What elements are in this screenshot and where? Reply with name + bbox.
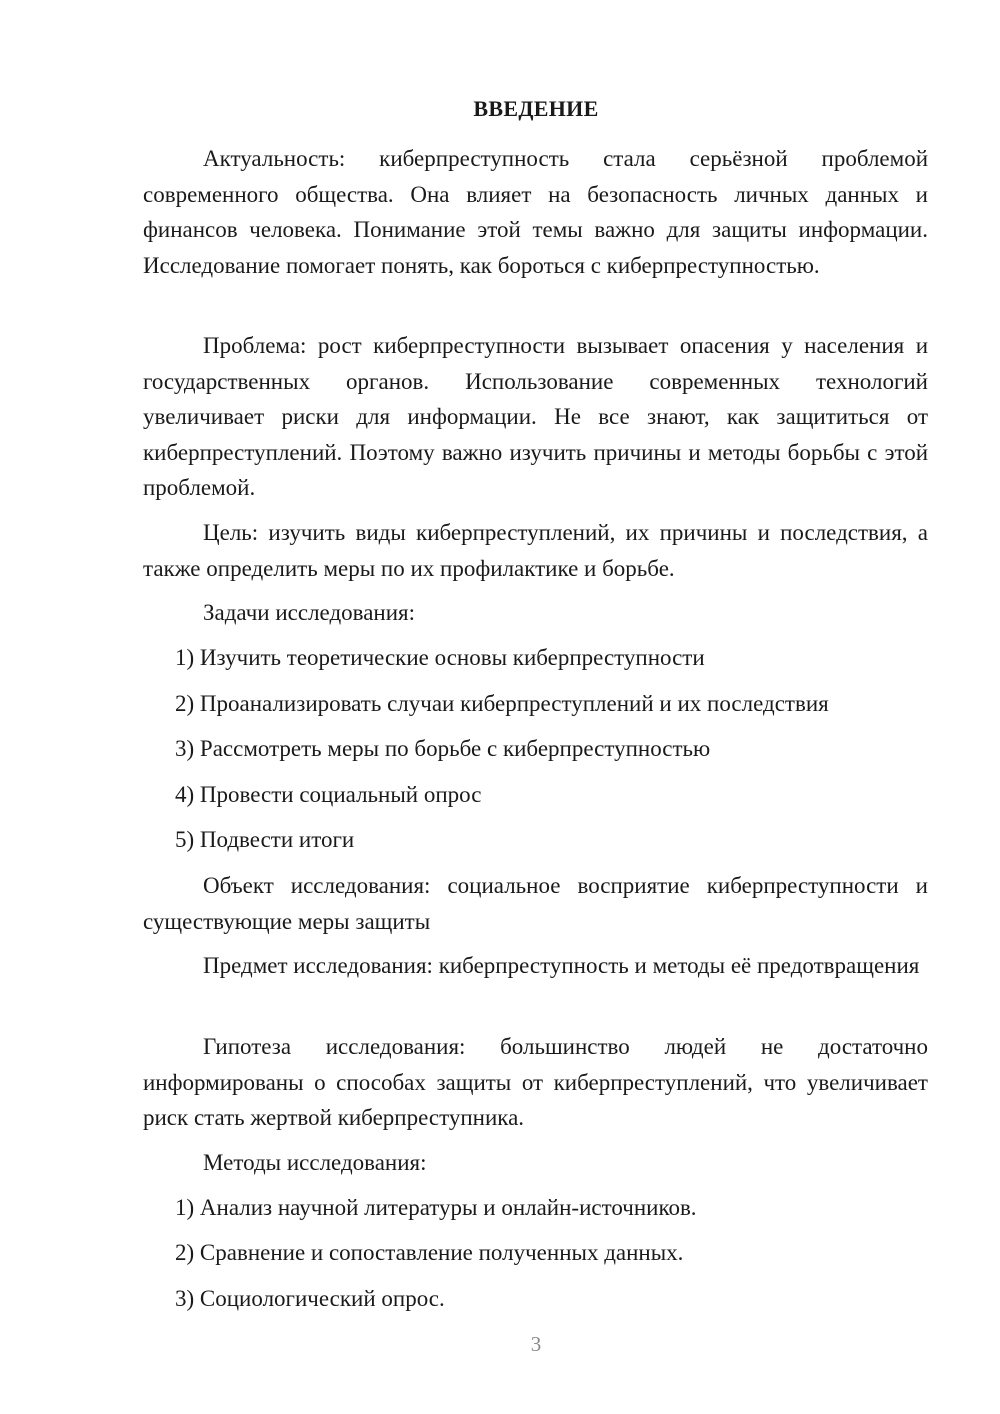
method-item: 2) Сравнение и сопоставление полученных данных. (175, 1240, 684, 1265)
subject-paragraph: Предмет исследования: киберпреступность и методы её предотвращения (203, 953, 920, 978)
tasks-label: Задачи исследования: (203, 600, 416, 625)
task-item: 3) Рассмотреть меры по борьбе с киберпреступностью (175, 736, 711, 761)
page-number: 3 (530, 1332, 542, 1356)
page-title: ВВЕДЕНИЕ (473, 96, 599, 121)
method-item: 1) Анализ научной литературы и онлайн-источников. (175, 1195, 697, 1220)
task-item: 2) Проанализировать случаи киберпреступлений и их последствия (175, 691, 829, 716)
goal-paragraph: Цель: изучить виды киберпреступлений, их причины и последствия, а также определить меры по их профилактике и борьбе. (143, 520, 928, 581)
object-paragraph: Объект исследования: социальное восприятие киберпреступности и существующие меры защиты (143, 873, 928, 934)
task-item: 4) Провести социальный опрос (175, 782, 482, 807)
method-item: 3) Социологический опрос. (175, 1286, 445, 1311)
task-item: 5) Подвести итоги (175, 827, 355, 852)
methods-label: Методы исследования: (203, 1150, 427, 1175)
hypothesis-paragraph: Гипотеза исследования: большинство людей не достаточно информированы о способах защиты от киберпреступлений, что увеличивает риск стать жертвой киберпреступника. (143, 1034, 928, 1130)
relevance-paragraph: Актуальность: киберпреступность стала серьёзной проблемой современного общества. Она влияет на безопасность личных данных и финансов человека. Понимание этой темы важно для защиты информации. Исследование помогает понять, как бороться с киберпреступностью. (143, 146, 928, 278)
problem-paragraph: Проблема: рост киберпреступности вызывает опасения у населения и государственных органов. Использование современных технологий увеличивает риски для информации. Не все знают, как защититься от киберпреступлений. Поэтому важно изучить причины и методы борьбы с этой проблемой. (143, 333, 928, 500)
task-item: 1) Изучить теоретические основы киберпреступности (175, 645, 705, 670)
